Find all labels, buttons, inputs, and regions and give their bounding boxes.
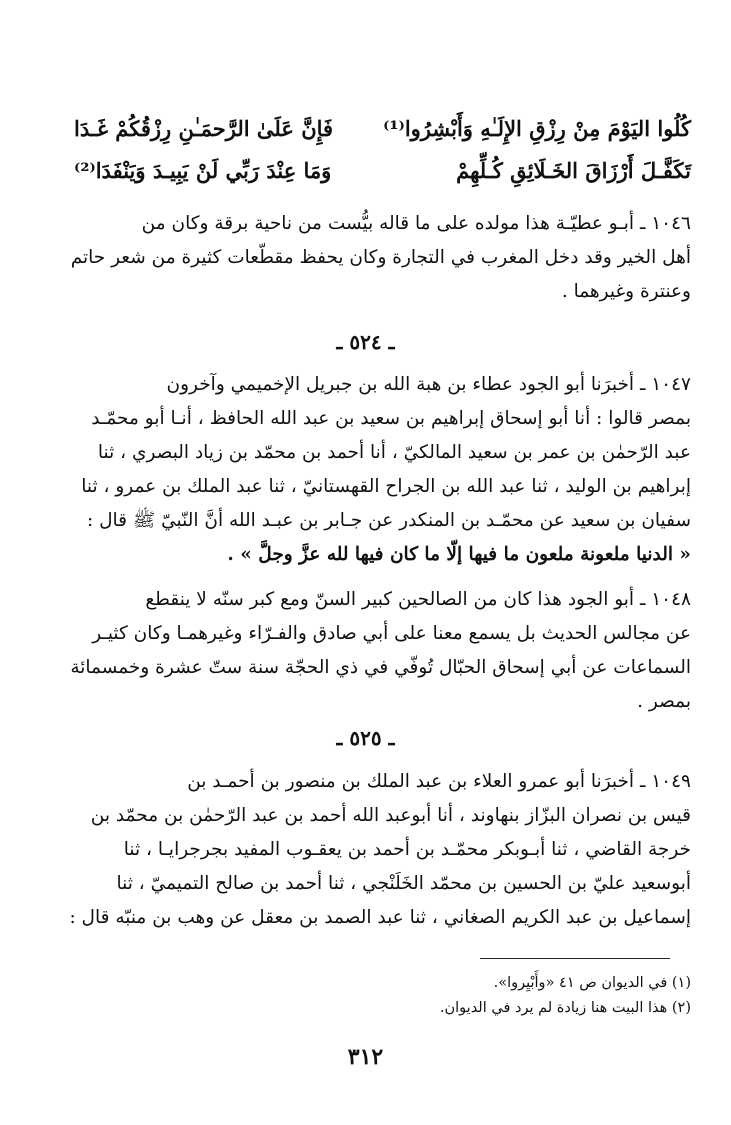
- text-line: وعنترة وغيرهما .: [561, 281, 691, 302]
- poem-line1-first-hemistich: كُلُوا اليَوْمَ مِنْ رِزْقِ الإِلَـٰهِ وَأَبْشِرُوا⁽¹⁾: [383, 116, 691, 141]
- section-marker-525: ـ ٥٢٥ ـ: [336, 726, 395, 750]
- entry-1047: [48, 368, 691, 572]
- text-line: سفيان بن سعيد عن محمّـد بن المنكدر عن جـابر بن عبـد الله أنَّ النّبيّ ﷺ قال :: [86, 510, 691, 531]
- text-line: بمصر .: [637, 691, 691, 712]
- footnote-2: (٢) هذا البيت هنا زيادة لم يرد في الديوان.: [439, 1000, 691, 1016]
- text-line: إبراهيم بن الوليد ، ثنا عبد الله بن الجراح القهستانيّ ، ثنا عبد الملك بن عمرو ، ثنا: [81, 476, 691, 497]
- entry-1049: [48, 765, 691, 935]
- text-line: أبوسعيد عليّ بن الحسين بن محمّد الخَلَنْجي ، ثنا أحمد بن صالح التميميّ ، ثنا: [116, 873, 691, 894]
- text-line: ١٠٤٨ ـ أبو الجود هذا كان من الصالحين كبير السنّ ومع كبر سنّه لا ينقطع: [145, 589, 691, 610]
- text-line: بمصر قالوا : أنا أبو إسحاق إبراهيم بن سعيد بن عبد الله الحافظ ، أنـا أبو محمّـد: [91, 408, 691, 429]
- text-line: عن مجالس الحديث بل يسمع معنا على أبي صادق والفـرّاء وغيرهمـا وكان كثيـر: [92, 623, 691, 644]
- entry-1046: [48, 207, 691, 309]
- poem-line1-second-hemistich: فَإِنَّ عَلَىٰ الرَّحمَـٰنِ رِزْقُكُمْ غَـدَا: [74, 116, 334, 141]
- text-line: عبد الرّحمٰن بن عمر بن سعيد المالكيّ ، أنا أحمد بن محمّد بن زياد البصري ، ثنا: [97, 442, 691, 463]
- text-line: ١٠٤٧ ـ أخبرَنا أبو الجود عطاء بن هبة الله بن جبريل الإخميمي وآخرون: [166, 374, 691, 395]
- footnote-divider: [480, 958, 670, 959]
- text-line: أهل الخير وقد دخل المغرب في التجارة وكان يحفظ مقطّعات كثيرة من شعر حاتم: [70, 247, 691, 268]
- poem-line2-first-hemistich: تَكَفَّـلَ أَرْزَاقَ الخَـلَائِقِ كُـلِّهِمْ: [456, 158, 691, 183]
- text-line: خرجة القاضي ، ثنا أبـوبكر محمّـد بن أحمد بن يعقـوب المفيد بجرجرايـا ، ثنا: [123, 839, 691, 860]
- text-line: إسماعيل بن عبد الكريم الصغاني ، ثنا عبد الصمد بن معقل عن وهب بن منبّه قال :: [69, 907, 691, 928]
- text-line: قيس بن نصران البزّاز بنهاوند ، أنا أبوعبد الله أحمد بن عبد الرّحمٰن بن محمّد بن: [90, 805, 691, 826]
- poem-line2-second-hemistich: وَمَا عِنْدَ رَبِّي لَنْ يَبِيـدَ وَيَنْفَدَا⁽²⁾: [74, 158, 332, 183]
- footnote-1: (١) في الديوان ص ٤١ «وأَبْيِروا».: [493, 975, 691, 991]
- text-line: ١٠٤٦ ـ أبـو عطيّـة هذا مولده على ما قاله بيُّست من ناحية برقة وكان من: [141, 213, 691, 234]
- hadith-text-line: « الدنيا ملعونة ملعون ما فيها إلّا ما كان فيها لله عزَّ وجلَّ » .: [227, 544, 691, 565]
- text-line: السماعات عن أبي إسحاق الحبّال تُوفّي في ذي الحجّة سنة ستّ عشرة وخمسمائة: [70, 657, 691, 678]
- entry-1048: [48, 583, 691, 719]
- section-marker-524: ـ ٥٢٤ ـ: [336, 330, 395, 354]
- text-line: ١٠٤٩ ـ أخبرَنا أبو عمرو العلاء بن عبد الملك بن منصور بن أحمـد بن: [187, 771, 691, 792]
- page-number: ٣١٢: [347, 1044, 384, 1070]
